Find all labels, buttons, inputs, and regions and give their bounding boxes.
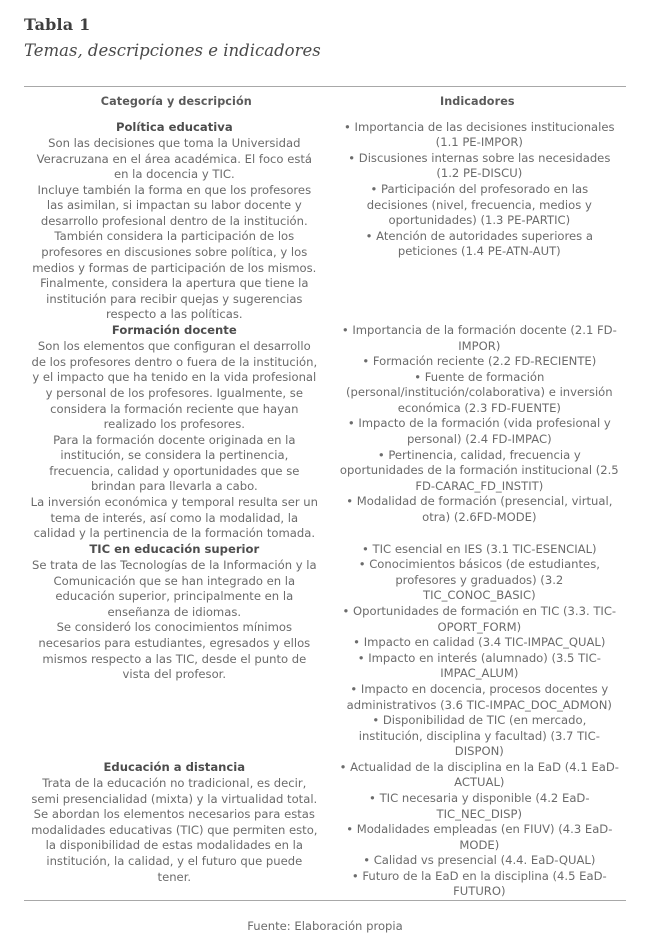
- section-paragraph: Se trata de las Tecnologías de la Información y la Comunicación que se han integrado en la educación superior, principalmente en la enseñanza de idiomas.: [31, 558, 317, 619]
- indicator-item: • Futuro de la EaD en la disciplina (4.5 EaD-FUTURO): [351, 868, 607, 899]
- indicator-item: • Oportunidades de formación en TIC (3.3. TIC-OPORT_FORM): [342, 604, 617, 634]
- indicator-item: • Formación reciente (2.2 FD-RECIENTE): [362, 354, 597, 369]
- table-row: [24, 120, 626, 323]
- section-title: TIC en educación superior: [89, 541, 260, 556]
- indicator-item: • Impacto en calidad (3.4 TIC-IMPAC_QUAL): [353, 635, 606, 650]
- table-row: [24, 542, 626, 760]
- themes-table: [24, 87, 626, 900]
- indicators-cell-educacion-a-distancia: [329, 760, 626, 900]
- indicator-item: • Importancia de las decisiones institucionales (1.1 PE-IMPOR): [344, 119, 615, 150]
- section-paragraph: Son las decisiones que toma la Universidad Veracruzana en el área académica. El foco está en la docencia y TIC.: [36, 135, 313, 182]
- section-paragraph: Se abordan los elementos necesarios para estas modalidades educativas (TIC) que permiten esto, la disponibilidad de estas modalidades en la institución, la calidad, y el futuro que puede tener.: [31, 807, 318, 884]
- indicator-item: • Disponibilidad de TIC (en mercado, institución, disciplina y facultad) (3.7 TIC-DISPON): [358, 713, 600, 759]
- indicator-item: • Impacto en docencia, procesos docentes y administrativos (3.6 TIC-IMPAC_DOC_ADMON): [346, 681, 612, 712]
- indicator-item: • Discusiones internas sobre las necesidades (1.2 PE-DISCU): [348, 150, 611, 181]
- section-paragraph: También considera la participación de los profesores en discusiones sobre política, y los medios y formas de participación de los mismos.: [32, 229, 317, 275]
- indicator-item: • Fuente de formación (personal/institución/colaborativa) e inversión económica (2.3 FD-FUENTE): [345, 369, 613, 415]
- section-title: Educación a distancia: [103, 759, 246, 774]
- indicator-item: • Atención de autoridades superiores a peticiones (1.4 PE-ATN-AUT): [365, 228, 593, 259]
- category-cell-formacion-docente: [24, 323, 329, 542]
- section-paragraph: Para la formación docente originada en la institución, se considera la pertinencia, frecuencia, calidad y oportunidades que se brindan para llevarla a cabo.: [49, 432, 300, 494]
- indicator-item: • Conocimientos básicos (de estudiantes, profesores y graduados) (3.2 TIC_CONOC_BASIC): [358, 557, 600, 603]
- table-row: [24, 323, 626, 542]
- indicator-item: • Impacto en interés (alumnado) (3.5 TIC-IMPAC_ALUM): [357, 650, 601, 681]
- indicator-item: • Impacto de la formación (vida profesional y personal) (2.4 FD-IMPAC): [347, 416, 611, 446]
- indicators-cell-formacion-docente: [329, 323, 626, 542]
- indicator-item: • Actualidad de la disciplina en la EaD (4.1 EaD-ACTUAL): [339, 759, 619, 790]
- table-header-row: [24, 87, 626, 120]
- column-header-indicators: Indicadores: [439, 94, 515, 108]
- indicator-item: • Pertinencia, calidad, frecuencia y oportunidades de la formación institucional (2.5 FD-CARAC_FD_INSTIT): [339, 447, 619, 493]
- indicators-cell-politica-educativa: [329, 120, 626, 323]
- indicator-item: • TIC esencial en IES (3.1 TIC-ESENCIAL): [362, 541, 597, 556]
- category-cell-tic-educacion-superior: [24, 542, 329, 760]
- section-paragraph: Se consideró los conocimientos mínimos necesarios para estudiantes, egresados y ellos mismos respecto a las TIC, desde el punto de vista del profesor.: [38, 620, 311, 682]
- section-paragraph: Finalmente, considera la apertura que tiene la institución para recibir quejas y sugerencias respecto a las políticas.: [40, 276, 309, 322]
- indicator-item: • Modalidad de formación (presencial, virtual, otra) (2.6FD-MODE): [346, 494, 613, 524]
- indicators-cell-tic-educacion-superior: [329, 542, 626, 760]
- category-cell-politica-educativa: [24, 120, 329, 323]
- section-paragraph: Incluye también la forma en que los profesores las asimilan, si impactan su labor docente y desarrollo profesional dentro de la institución.: [37, 182, 312, 228]
- section-paragraph: Son los elementos que configuran el desarrollo de los profesores dentro o fuera de la institución, y el impacto que ha tenido en la vida profesional y personal de los profesores. Igualmente, se considera la formación reciente que hayan realizado los profesores.: [31, 339, 318, 432]
- indicator-item: • Importancia de la formación docente (2.1 FD-IMPOR): [341, 322, 617, 353]
- table-source-note: Fuente: Elaboración propia: [247, 919, 403, 933]
- category-cell-educacion-a-distancia: [24, 760, 329, 900]
- section-title: Política educativa: [115, 119, 233, 134]
- section-paragraph: Trata de la educación no tradicional, es decir, semi presencialidad (mixta) y la virtualidad total.: [31, 776, 318, 806]
- table-caption: [24, 0, 626, 62]
- section-paragraph: La inversión económica y temporal resulta ser un tema de interés, así como la modalidad, la calidad y la pertinencia de la formación tomada.: [30, 495, 318, 541]
- indicator-item: • Participación del profesorado en las decisiones (nivel, frecuencia, medios y oportunidades) (1.3 PE-PARTIC): [366, 182, 592, 228]
- table-title: Temas, descripciones e indicadores: [24, 40, 321, 60]
- indicator-item: • TIC necesaria y disponible (4.2 EaD-TIC_NEC_DISP): [369, 790, 590, 821]
- table-row: [24, 760, 626, 900]
- column-header-category: Categoría y descripción: [100, 94, 252, 108]
- section-title: Formación docente: [111, 322, 237, 337]
- table-number: Tabla 1: [24, 15, 91, 34]
- indicator-item: • Calidad vs presencial (4.4. EaD-QUAL): [363, 853, 596, 868]
- indicator-item: • Modalidades empleadas (en FIUV) (4.3 EaD-MODE): [346, 822, 613, 852]
